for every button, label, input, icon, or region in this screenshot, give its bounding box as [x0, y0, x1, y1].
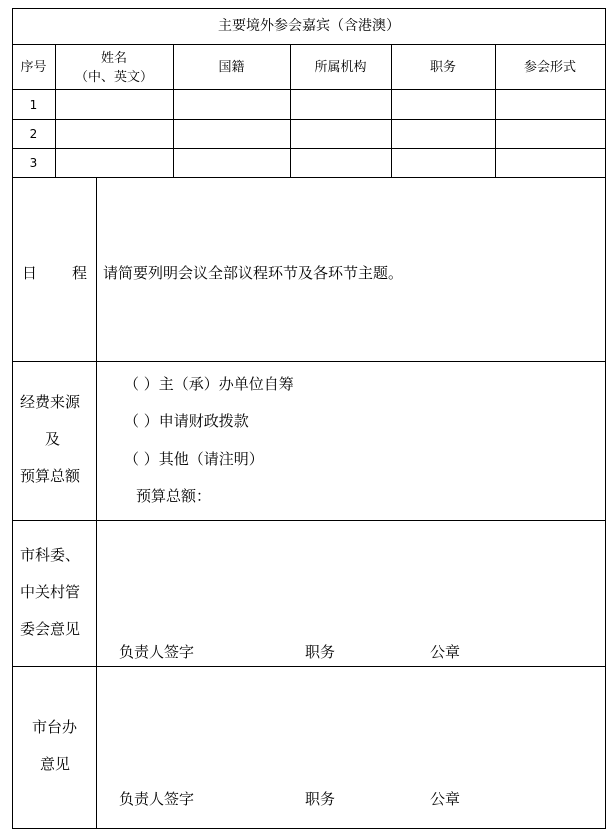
border-right	[605, 8, 606, 829]
committee-seal-label: 公章	[430, 643, 461, 661]
committee-label-line2: 中关村管	[20, 583, 81, 601]
rule-row2-bottom	[12, 148, 606, 149]
header-participation: 参会形式	[523, 60, 576, 75]
label-col-line	[96, 177, 97, 829]
header-name: 姓名	[100, 51, 127, 66]
header-position: 职务	[429, 60, 456, 75]
row-seq-2: 2	[29, 127, 38, 141]
committee-label-line3: 委会意见	[20, 620, 81, 638]
schedule-instruction: 请简要列明会议全部议程环节及各环节主题。	[103, 264, 404, 282]
schedule-label-right: 程	[72, 264, 88, 282]
funding-option-fiscal: （ ）申请财政拨款	[124, 412, 249, 430]
schedule-label-left: 日	[22, 264, 38, 282]
office-label-line2: 意见	[40, 755, 71, 773]
border-top	[12, 8, 606, 9]
committee-signature-label: 负责人签字	[119, 643, 195, 661]
guests-table-title: 主要境外参会嘉宾（含港澳）	[218, 18, 400, 34]
committee-position-label: 职务	[305, 643, 336, 661]
rule-row3-bottom	[12, 177, 606, 178]
rule-title-bottom	[12, 44, 606, 45]
funding-label-line2: 及	[45, 430, 61, 448]
border-bottom	[12, 828, 606, 829]
office-seal-label: 公章	[430, 790, 461, 808]
office-signature-label: 负责人签字	[119, 790, 195, 808]
rule-schedule-bottom	[12, 361, 606, 362]
row-seq-1: 1	[29, 98, 38, 112]
rule-committee-bottom	[12, 666, 606, 667]
header-nationality: 国籍	[218, 60, 245, 75]
office-position-label: 职务	[305, 790, 336, 808]
committee-label-line1: 市科委、	[20, 546, 81, 564]
header-name-sub: （中、英文）	[74, 70, 153, 85]
funding-label-line1: 经费来源	[20, 393, 81, 411]
funding-label-line3: 预算总额	[20, 467, 81, 485]
office-label-line1: 市台办	[32, 718, 78, 736]
funding-option-self: （ ）主（承）办单位自筹	[124, 375, 294, 393]
row-seq-3: 3	[29, 156, 38, 170]
rule-header-bottom	[12, 89, 606, 90]
rule-funding-bottom	[12, 520, 606, 521]
funding-option-other: （ ）其他（请注明）	[124, 450, 264, 468]
rule-row1-bottom	[12, 119, 606, 120]
header-seq: 序号	[20, 60, 47, 75]
header-organization: 所属机构	[314, 60, 367, 75]
application-form	[12, 0, 606, 830]
budget-total-label: 预算总额：	[136, 487, 212, 505]
